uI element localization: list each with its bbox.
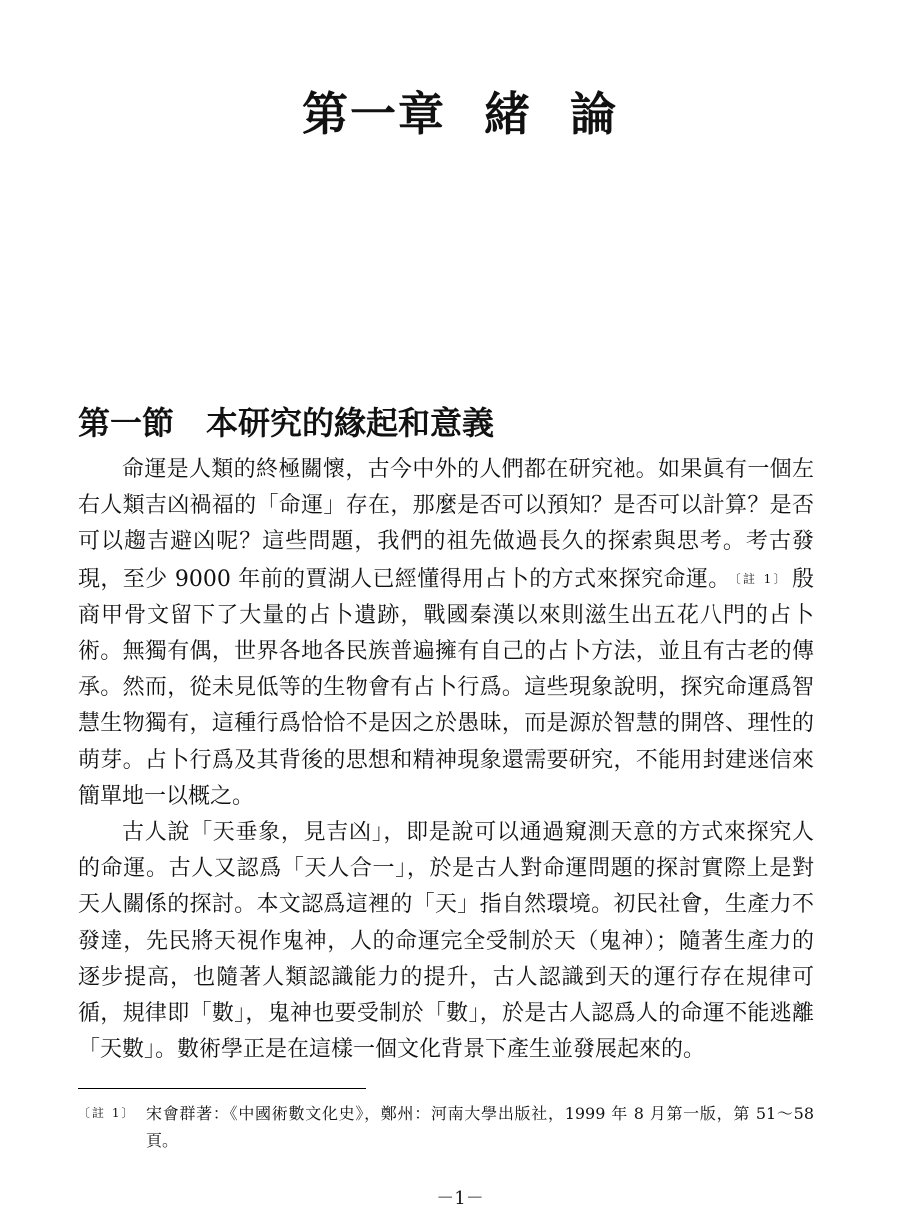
chapter-word-2: 論 — [570, 87, 618, 141]
section-number: 第一節 — [78, 404, 175, 442]
footnote — [78, 1100, 814, 1154]
paragraph-2: 古人說「天垂象，見吉凶」，即是說可以通過窺測天意的方式來探究人的命運。古人又認爲「天人合一」，於是古人對命運問題的探討實際上是對天人關係的探討。本文認爲這裡的「天」指自然環境。初民社會，生產力不發達，先民將天視作鬼神，人的命運完全受制於天（鬼神）；隨著生產力的逐步提高，也隨著人類認識能力的提升，古人認識到天的運行存在規律可循，規律即「數」，鬼神也要受制於「數」，於是古人認爲人的命運不能逃離「天數」。數術學正是在這樣一個文化背景下產生並發展起來的。 — [78, 820, 814, 1063]
section-heading: 本研究的緣起和意義 — [206, 404, 495, 442]
footnote-reference[interactable]: 〔註 1〕 — [734, 571, 788, 586]
section-title — [78, 398, 494, 444]
chapter-word-1: 緒 — [484, 87, 532, 141]
body-text — [78, 452, 814, 1068]
footnote-text: 宋會群著：《中國術數文化史》，鄭州：河南大學出版社，1999 年 8 月第一版，第 51～58 頁。 — [146, 1104, 814, 1150]
paragraph-1-text-a: 命運是人類的終極關懷，古今中外的人們都在研究祂。如果眞有一個左右人類吉凶禍福的「命運」存在，那麼是否可以預知？是否可以計算？是否可以趨吉避凶呢？這些問題，我們的祖先做過長久的探索與思考。考古發現，至少 9000 年前的賈湖人已經懂得用占卜的方式來探究命運。 — [78, 457, 814, 592]
chapter-title — [0, 78, 920, 144]
chapter-number: 第一章 — [302, 87, 446, 141]
footnote-label: 〔註 1〕 — [78, 1106, 136, 1120]
paragraph-1 — [78, 452, 814, 815]
footnote-divider — [78, 1088, 366, 1089]
paragraph-1-text-b: 殷商甲骨文留下了大量的占卜遺跡，戰國秦漢以來則滋生出五花八門的占卜術。無獨有偶，世界各地各民族普遍擁有自己的占卜方法，並且有古老的傳承。然而，從未見低等的生物會有占卜行爲。這些現象說明，探究命運爲智慧生物獨有，這種行爲恰恰不是因之於愚昧，而是源於智慧的開啓、理性的萌芽。占卜行爲及其背後的思想和精神現象還需要研究，不能用封建迷信來簡單地一以概之。 — [78, 566, 814, 809]
page-number: －1－ — [436, 1188, 484, 1209]
